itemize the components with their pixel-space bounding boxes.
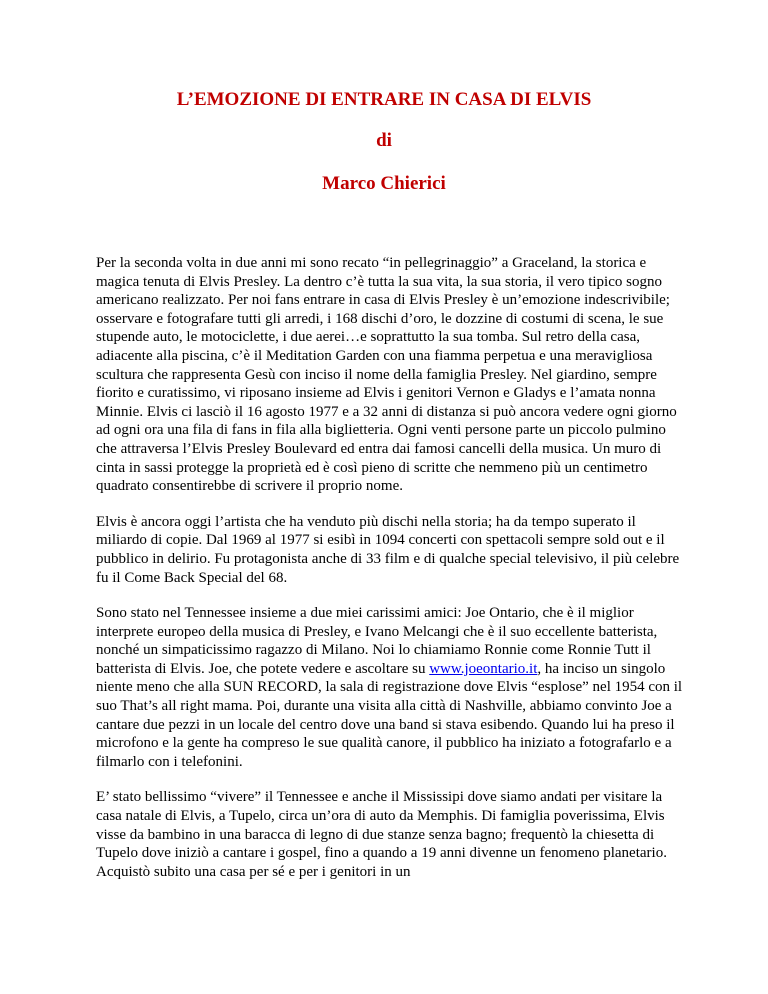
article-body [96,254,686,898]
byline-di: di [376,130,392,151]
paragraph-3-text-b: , ha inciso un singolo niente meno che alla SUN RECORD, la sala di registrazione dove Elvis “esplose” nel 1954 con il suo That’s all right mama. Poi, durante una visita alla città di Nashville, abbiamo convinto Joe a cantare due pezzi in un locale del centro dove una band si stava esibendo. Quando lui ha preso il microfono e la gente ha compreso le sue qualità canore, il pubblico ha iniziato a fotografarlo e a filmarlo con i telefonini. [96,660,683,770]
paragraph-2: Elvis è ancora oggi l’artista che ha venduto più dischi nella storia; ha da tempo superato il miliardo di copie. Dal 1969 al 1977 si esibì in 1094 concerti con spettacoli sempre sold out e il pubblico in delirio. Fu protagonista anche di 33 film e di qualche special televisivo, il più celebre fu il Come Back Special del 68. [96,513,680,586]
paragraph-3 [96,604,686,771]
paragraph-3-text-a: Sono stato nel Tennessee insieme a due miei carissimi amici: Joe Ontario, che è il miglior interprete europeo della musica di Presley, e Ivano Melcangi che è il suo eccellente batterista, nonché un simpaticissimo ragazzo di Milano. Noi lo chiamiamo Ronnie come Ronnie Tutt il batterista di Elvis. Joe, che potete vedere e ascoltare su [96,605,658,677]
document-title: L’EMOZIONE DI ENTRARE IN CASA DI ELVIS [176,89,592,110]
paragraph-1: Per la seconda volta in due anni mi sono recato “in pellegrinaggio” a Graceland, la storica e magica tenuta di Elvis Presley. La dentro c’è tutta la sua vita, la sua storia, il vero tipico sogno americano realizzato. Per noi fans entrare in casa di Elvis Presley è un’emozione indescrivibile; osservare e fotografare tutti gli arredi, i 168 dischi d’oro, le dozzine di costumi di scena, le sue stupende auto, le motociclette, i due aerei…e soprattutto la sua tomba. Sul retro della casa, adiacente alla piscina, c’è il Meditation Garden con una fiamma perpetua e una meravigliosa scultura che rappresenta Gesù con inciso il nome della famiglia Presley. Nel giardino, sempre fiorito e curatissimo, vi riposano insieme ad Elvis i genitori Vernon e Gladys e l’amata nonna Minnie. Elvis ci lasciò il 16 agosto 1977 e a 32 anni di distanza si può ancora vedere ogni giorno ad ogni ora una fila di fans in fila alla biglietteria. Ogni venti persone parte un piccolo pulmino che attraversa l’Elvis Presley Boulevard ed entra dai famosi cancelli della musica. Un muro di cinta in sassi protegge la proprietà ed è così pieno di scritte che nemmeno più un centimetro quadrato consentirebbe di scrivere il proprio nome. [96,255,677,495]
author-name: Marco Chierici [322,173,446,194]
joeontario-link[interactable]: www.joeontario.it [429,660,538,677]
paragraph-4: E’ stato bellissimo “vivere” il Tennessee e anche il Mississipi dove siamo andati per visitare la casa natale di Elvis, a Tupelo, circa un’ora di auto da Memphis. Di famiglia poverissima, Elvis visse da bambino in una baracca di legno di due stanze senza bagno; frequentò la chiesetta di Tupelo dove iniziò a cantare i gospel, fino a quando a 19 anni divenne un fenomeno planetario. Acquistò subito una casa per sé e per i genitori in un [96,789,667,880]
